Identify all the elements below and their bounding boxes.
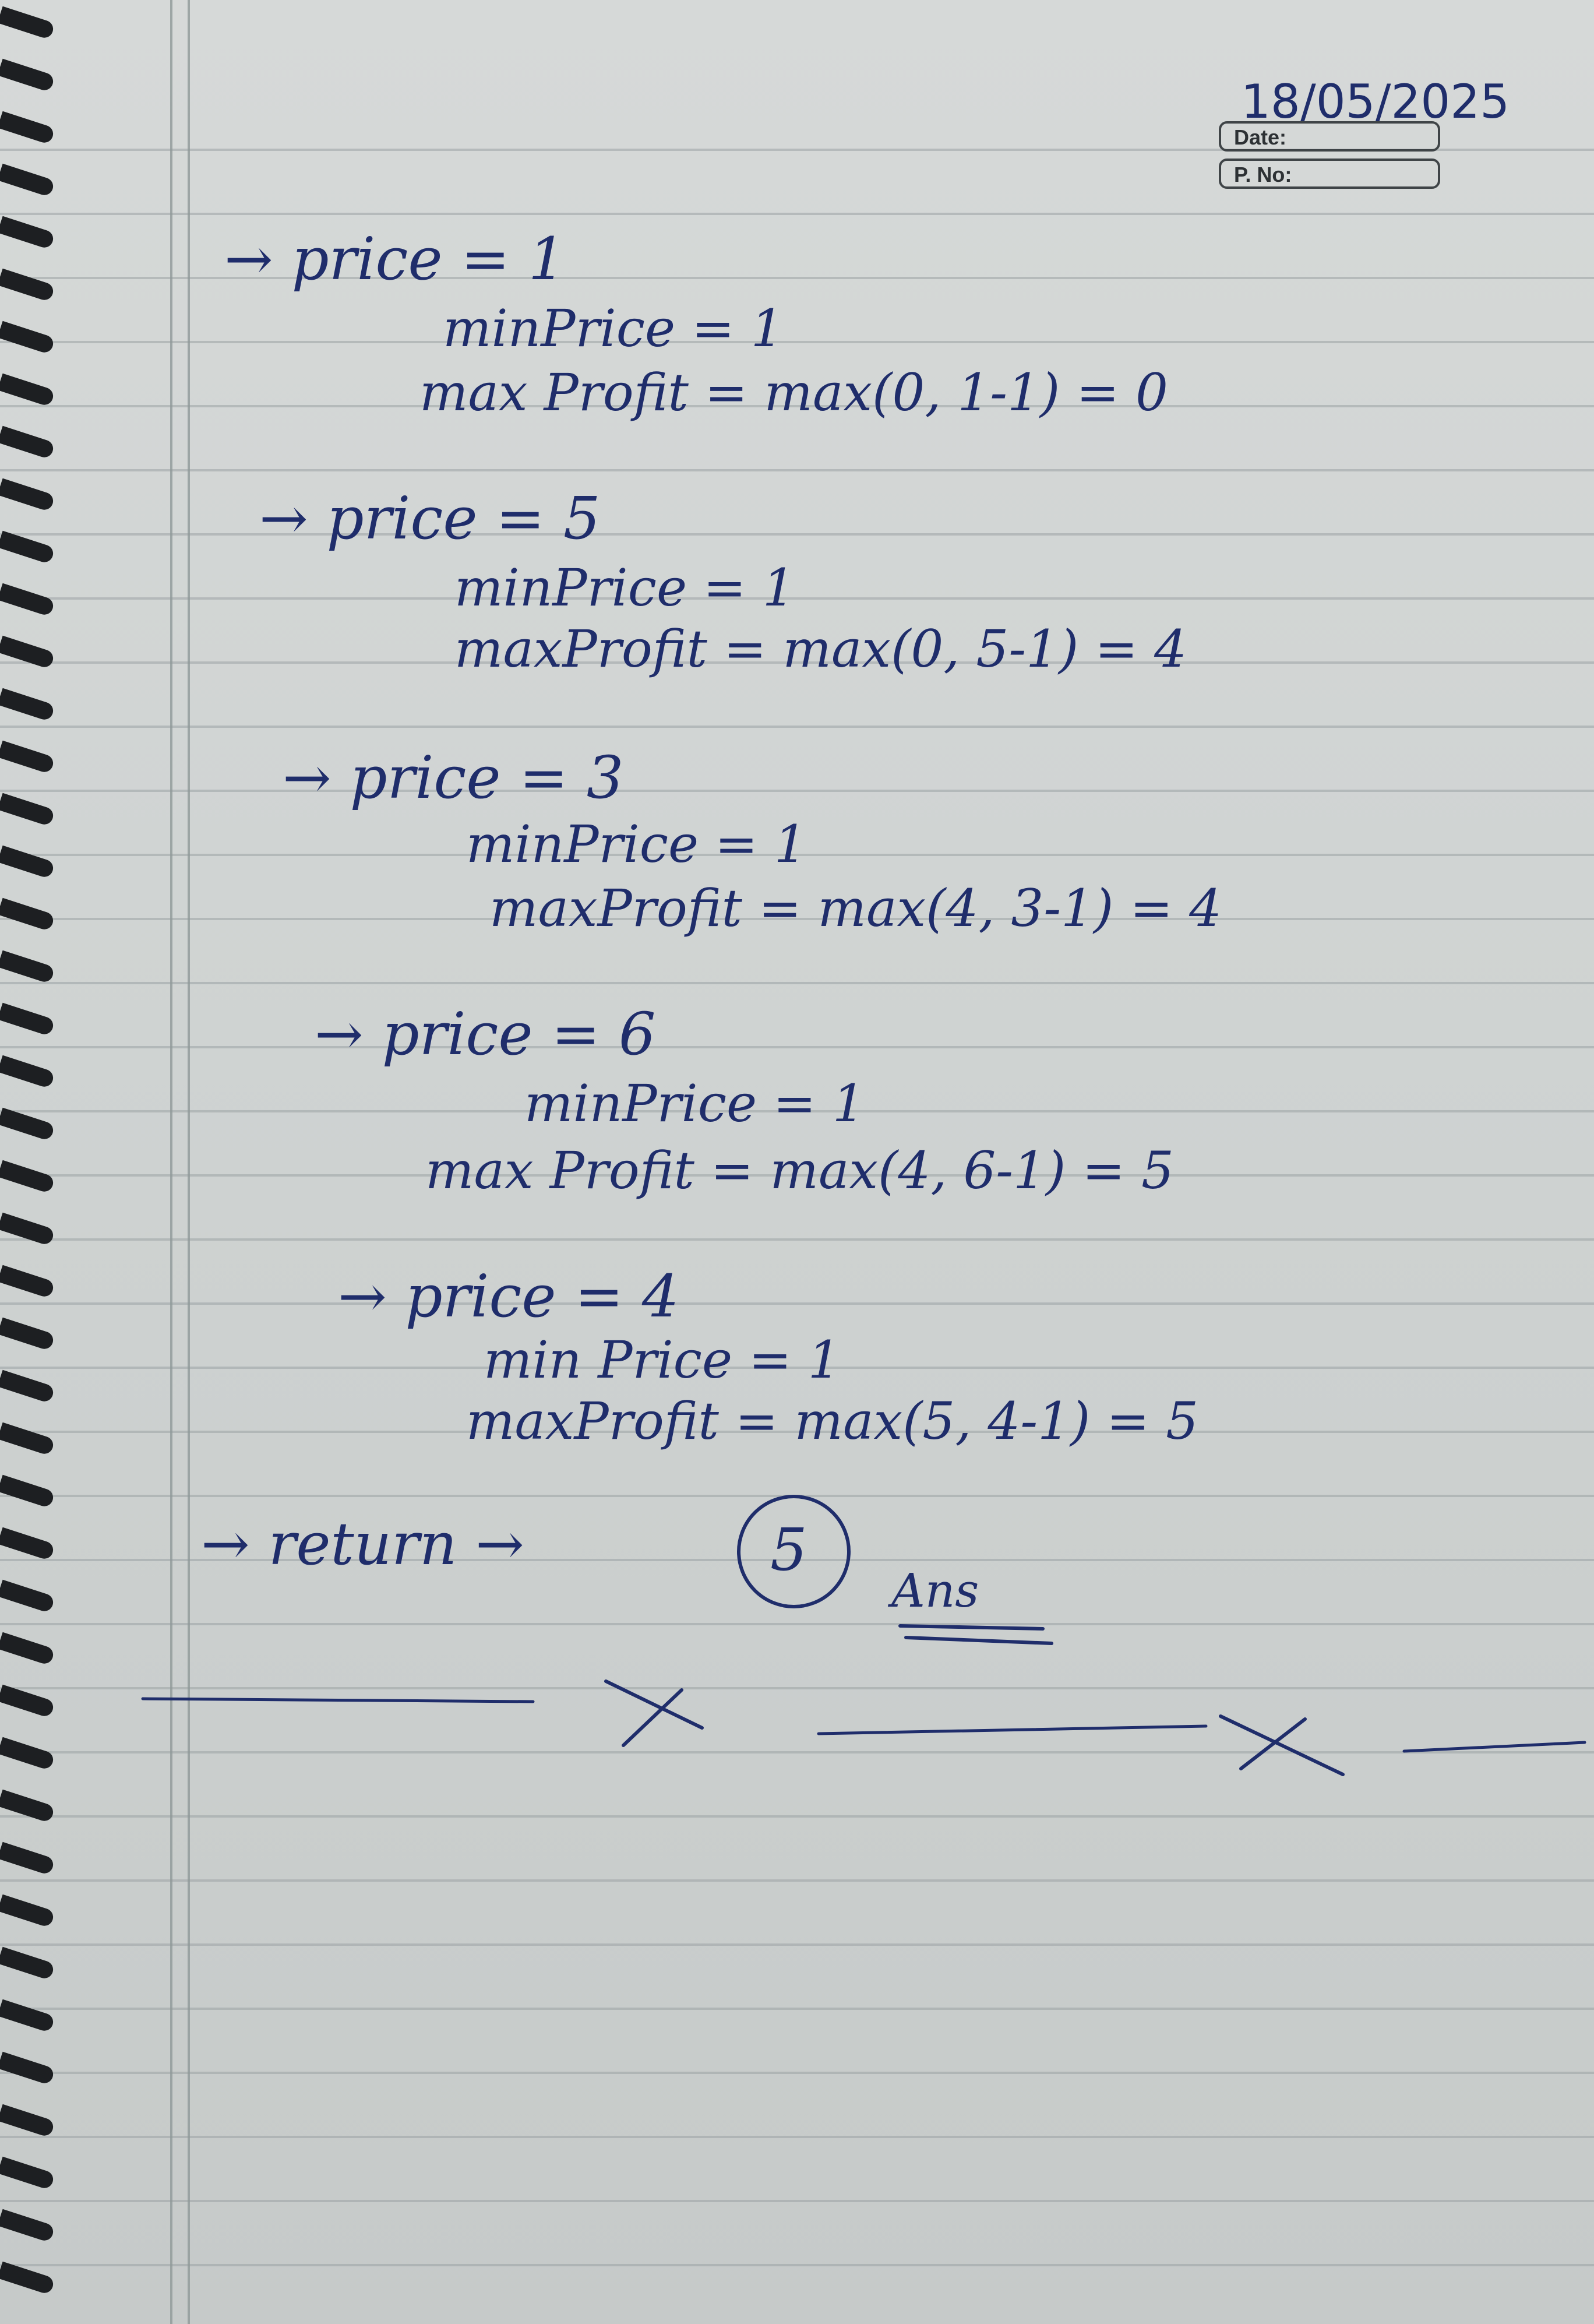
answer-label: Ans [891,1564,979,1618]
date-label: Date: [1234,125,1287,149]
divider-line [143,1699,533,1702]
divider-line [819,1726,1206,1734]
step-max-profit: maxProfit = max(4, 3-1) = 4 [489,878,1222,938]
step-min-price: min Price = 1 [484,1330,841,1390]
step-max-profit: max Profit = max(0, 1-1) = 0 [419,362,1169,422]
page-number-label: P. No: [1234,163,1292,186]
step-max-profit: maxProfit = max(0, 5-1) = 4 [454,619,1187,679]
step-price: → price = 6 [315,1000,656,1068]
divider-cross [1221,1716,1343,1774]
step-max-profit: maxProfit = max(5, 4-1) = 5 [466,1391,1199,1451]
step-min-price: minPrice = 1 [524,1073,865,1133]
step-min-price: minPrice = 1 [443,298,784,358]
divider-line [1404,1742,1585,1751]
date-value: 18/05/2025 [1241,75,1510,129]
step-price: → price = 4 [338,1262,679,1330]
step-min-price: minPrice = 1 [466,814,807,874]
step-min-price: minPrice = 1 [454,558,795,618]
step-price: → price = 5 [259,484,601,552]
step-max-profit: max Profit = max(4, 6-1) = 5 [425,1140,1175,1200]
answer-underline [900,1626,1052,1643]
return-label: → return → [201,1510,524,1578]
divider-cross [606,1681,702,1745]
answer-value: 5 [770,1516,807,1584]
step-price: → price = 3 [283,744,624,812]
step-price: → price = 1 [224,225,566,293]
